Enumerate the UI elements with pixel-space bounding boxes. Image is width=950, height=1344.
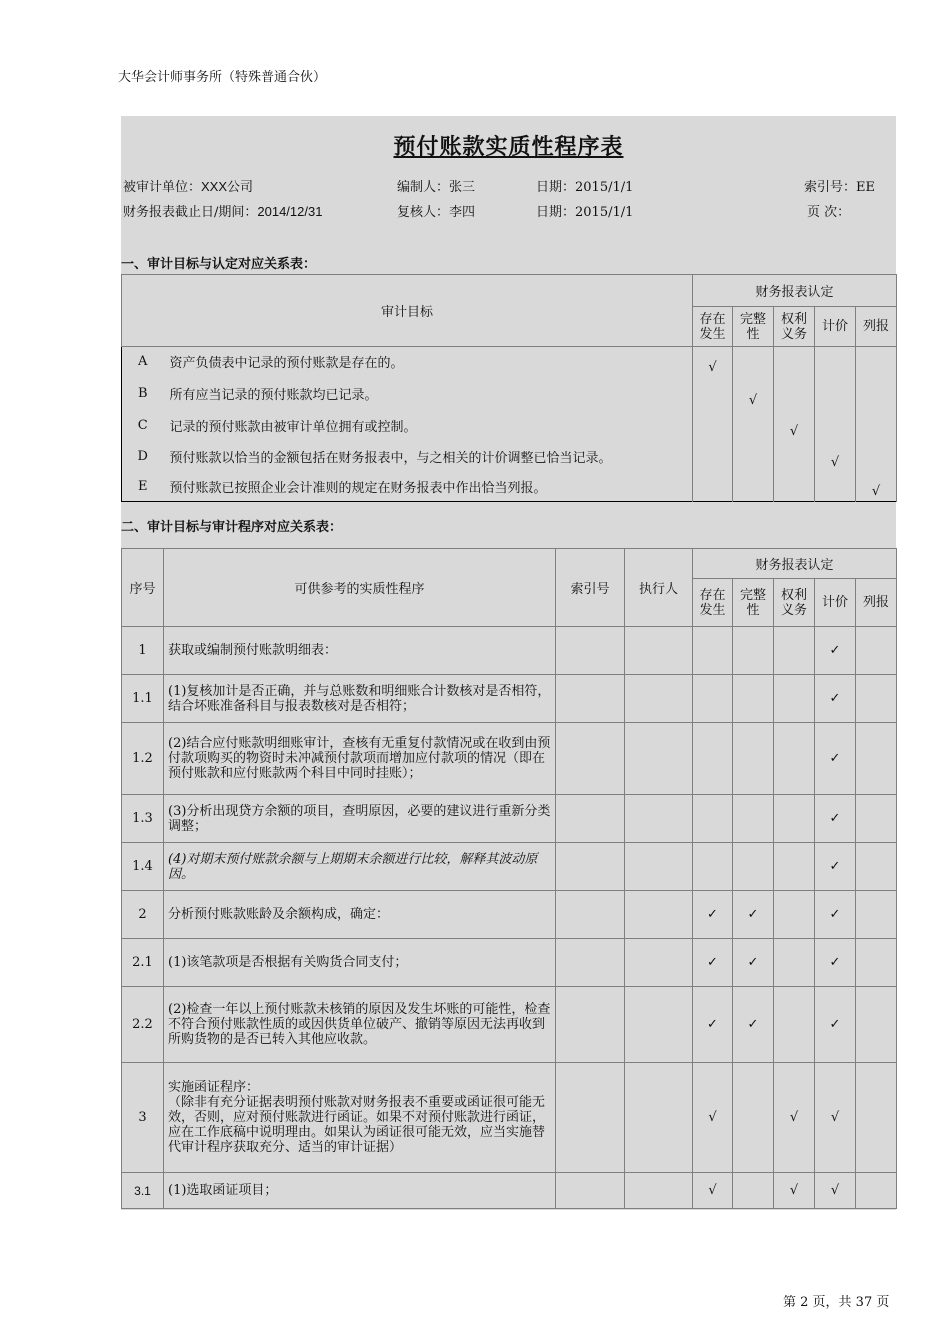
assertion-label: 权利 义务 (780, 587, 807, 618)
check-mark (693, 410, 733, 441)
check-mark: ✓ (733, 891, 774, 939)
date-prepared: 日期：2015/1/1 (536, 180, 634, 195)
check-mark (693, 377, 733, 410)
check-mark: ✓ (815, 843, 856, 891)
entity-field (123, 176, 253, 195)
objective-letter: A (138, 354, 148, 370)
check-mark (856, 410, 897, 441)
assertion-header-1 (733, 307, 774, 347)
check-mark (815, 472, 856, 502)
procedures-table (121, 548, 897, 1209)
procedure-text: 获取或编制预付账款明细表： (164, 627, 556, 675)
check-mark (774, 472, 815, 502)
check-mark: √ (774, 1173, 815, 1209)
procedure-text: (4)对期末预付账款余额与上期期末余额进行比较，解释其波动原因。 (164, 843, 556, 891)
check-mark: ✓ (693, 939, 733, 987)
check-mark (774, 377, 815, 410)
procedure-index-cell[interactable] (556, 723, 625, 795)
index-number: 索引号：EE (804, 180, 875, 195)
col-executor: 执行人 (625, 549, 693, 627)
procedure-number: 1.4 (122, 843, 164, 891)
objective-letter: B (137, 385, 148, 401)
firm-name: 大华会计师事务所（特殊普通合伙） (118, 70, 327, 85)
check-mark (733, 627, 774, 675)
check-mark (733, 795, 774, 843)
check-mark: ✓ (693, 891, 733, 939)
check-mark (856, 939, 897, 987)
assertion-label: 列报 (863, 319, 890, 334)
check-mark (774, 347, 815, 377)
procedure-number: 2.2 (122, 987, 164, 1063)
assertion-header-2 (774, 307, 815, 347)
procedure-executor-cell[interactable] (625, 723, 693, 795)
procedure-executor-cell[interactable] (625, 1173, 693, 1209)
check-mark (733, 410, 774, 441)
check-mark (856, 843, 897, 891)
procedure-executor-cell[interactable] (625, 987, 693, 1063)
entity-value: XXX公司 (201, 179, 254, 194)
procedure-text: (2)结合应付账款明细账审计，查核有无重复付款情况或在收到由预付款项购买的物资时未冲减预付款项而增加应付款项的情况（即在预付账款和应付账款两个科目中同时挂账）； (164, 723, 556, 795)
col-seq-no: 序号 (122, 549, 164, 627)
objective-row (122, 472, 897, 502)
objective-text: 预付账款以恰当的金额包括在财务报表中，与之相关的计价调整已恰当记录。 (169, 450, 612, 466)
check-mark: ✓ (815, 627, 856, 675)
check-mark (733, 441, 774, 472)
procedure-index-cell[interactable] (556, 675, 625, 723)
procedure-index-cell[interactable] (556, 939, 625, 987)
procedure-index-cell[interactable] (556, 1173, 625, 1209)
procedure-number: 3.1 (122, 1173, 164, 1209)
objective-text: 资产负债表中记录的预付账款是存在的。 (169, 356, 404, 372)
procedure-number: 2 (122, 891, 164, 939)
check-mark (774, 987, 815, 1063)
check-mark: √ (733, 377, 774, 410)
procedure-index-cell[interactable] (556, 1063, 625, 1173)
assertion-header-0 (693, 579, 733, 627)
check-mark: √ (774, 1063, 815, 1173)
assertion-header-4 (856, 579, 897, 627)
worksheet (121, 116, 896, 1210)
procedure-row (122, 1063, 897, 1173)
procedure-number: 1.1 (122, 675, 164, 723)
procedure-executor-cell[interactable] (625, 891, 693, 939)
procedure-text: 分析预付账款账龄及余额构成，确定： (164, 891, 556, 939)
procedure-text: (1)复核加计是否正确，并与总账数和明细账合计数核对是否相符，结合坏账准备科目与报表数核对是否相符； (164, 675, 556, 723)
check-mark (815, 347, 856, 377)
check-mark (774, 441, 815, 472)
objective-text: 记录的预付账款由被审计单位拥有或控制。 (169, 419, 417, 435)
check-mark (693, 441, 733, 472)
objective-text: 预付账款已按照企业会计准则的规定在财务报表中作出恰当列报。 (169, 480, 547, 496)
check-mark (693, 843, 733, 891)
col-index-no: 索引号 (556, 549, 625, 627)
procedure-executor-cell[interactable] (625, 795, 693, 843)
procedure-row (122, 843, 897, 891)
procedure-text: (2)检查一年以上预付账款未核销的原因及发生坏账的可能性，检查不符合预付账款性质的或因供货单位破产、撤销等原因无法再收到所购货物的是否已转入其他应收款。 (164, 987, 556, 1063)
period-label: 财务报表截止日/期间： (123, 205, 258, 220)
objective-row (122, 347, 897, 377)
assertion-header-0 (693, 307, 733, 347)
check-mark (815, 410, 856, 441)
assertion-label: 完整 性 (740, 311, 767, 342)
procedure-index-cell[interactable] (556, 843, 625, 891)
check-mark: √ (815, 1173, 856, 1209)
check-mark (856, 987, 897, 1063)
check-mark: ✓ (815, 723, 856, 795)
procedure-index-cell[interactable] (556, 891, 625, 939)
procedure-text: (1)选取函证项目； (164, 1173, 556, 1209)
objective-text: 所有应当记录的预付账款均已记录。 (169, 387, 378, 403)
objective-row (122, 377, 897, 410)
check-mark (733, 1173, 774, 1209)
check-mark: √ (693, 1063, 733, 1173)
objective-letter: D (137, 448, 148, 464)
procedure-text: (1)该笔款项是否根据有关购货合同支付； (164, 939, 556, 987)
page-title: 预付账款实质性程序表 (393, 134, 624, 160)
check-mark: ✓ (693, 987, 733, 1063)
check-mark (856, 723, 897, 795)
assertion-label: 存在 发生 (699, 311, 726, 342)
check-mark: ✓ (815, 795, 856, 843)
assertion-header-3 (815, 579, 856, 627)
check-mark: ✓ (815, 987, 856, 1063)
period-field (123, 201, 322, 220)
check-mark (856, 627, 897, 675)
check-mark (774, 795, 815, 843)
check-mark (693, 675, 733, 723)
preparer: 编制人：张三 (397, 180, 476, 195)
section1-heading: 一、审计目标与认定对应关系表： (121, 257, 317, 272)
check-mark: ✓ (733, 939, 774, 987)
check-mark (815, 377, 856, 410)
procedure-number: 1 (122, 627, 164, 675)
assertion-label: 存在 发生 (699, 587, 726, 618)
section2-heading: 二、审计目标与审计程序对应关系表： (121, 520, 343, 535)
procedure-index-cell[interactable] (556, 795, 625, 843)
objective-letter: E (138, 478, 148, 494)
check-mark (774, 939, 815, 987)
assertion-header-1 (733, 579, 774, 627)
check-mark (733, 675, 774, 723)
procedure-index-cell[interactable] (556, 987, 625, 1063)
check-mark (774, 891, 815, 939)
check-mark (774, 627, 815, 675)
reviewer: 复核人：李四 (397, 205, 476, 220)
col-audit-target: 审计目标 (122, 275, 693, 347)
objective-row (122, 410, 897, 441)
procedure-executor-cell[interactable] (625, 939, 693, 987)
check-mark: √ (693, 347, 733, 377)
procedure-row (122, 891, 897, 939)
check-mark: ✓ (733, 987, 774, 1063)
check-mark (693, 723, 733, 795)
procedure-row (122, 795, 897, 843)
procedure-row (122, 723, 897, 795)
assertion-label: 计价 (821, 595, 848, 610)
check-mark: √ (815, 1063, 856, 1173)
procedure-number: 1.2 (122, 723, 164, 795)
check-mark (733, 347, 774, 377)
assertion-label: 权利 义务 (781, 311, 808, 342)
assertion-label: 完整 性 (739, 587, 766, 618)
check-mark (856, 1063, 897, 1173)
check-mark (774, 675, 815, 723)
procedure-text: (3)分析出现贷方余额的项目，查明原因，必要的建议进行重新分类调整； (164, 795, 556, 843)
check-mark (693, 795, 733, 843)
procedure-executor-cell[interactable] (625, 627, 693, 675)
procedure-number: 3 (122, 1063, 164, 1173)
procedure-index-cell[interactable] (556, 627, 625, 675)
page-footer: 第 2 页，共 37 页 (783, 1295, 890, 1310)
check-mark: ✓ (815, 891, 856, 939)
check-mark (856, 441, 897, 472)
procedure-text: 实施函证程序： （除非有充分证据表明预付账款对财务报表不重要或函证很可能无效，否则，应对预付账款进行函证。如果不对预付账款进行函证，应在工作底稿中说明理由。如果认为函证很可能无效，应当实施替代审计程序获取充分、适当的审计证据） (164, 1063, 556, 1173)
procedure-row (122, 939, 897, 987)
check-mark (774, 843, 815, 891)
date-reviewed: 日期：2015/1/1 (536, 205, 634, 220)
procedure-number: 2.1 (122, 939, 164, 987)
check-mark (733, 843, 774, 891)
check-mark (856, 347, 897, 377)
check-mark (774, 723, 815, 795)
col-procedure: 可供参考的实质性程序 (164, 549, 556, 627)
check-mark (856, 795, 897, 843)
check-mark: √ (774, 410, 815, 441)
procedure-number: 1.3 (122, 795, 164, 843)
assertion-header-4 (856, 307, 897, 347)
check-mark (733, 1063, 774, 1173)
check-mark (693, 627, 733, 675)
assertion-label: 计价 (822, 319, 849, 334)
check-mark (733, 472, 774, 502)
check-mark (856, 675, 897, 723)
check-mark (856, 891, 897, 939)
procedure-row (122, 1173, 897, 1209)
assertion-header-3 (815, 307, 856, 347)
procedure-executor-cell[interactable] (625, 675, 693, 723)
col-assertion-header: 财务报表认定 (693, 549, 897, 579)
procedure-row (122, 627, 897, 675)
procedure-executor-cell[interactable] (625, 843, 693, 891)
objectives-table (121, 274, 897, 502)
objective-row (122, 441, 897, 472)
assertion-header-2 (774, 579, 815, 627)
procedure-row (122, 675, 897, 723)
period-value: 2014/12/31 (257, 204, 323, 219)
check-mark (856, 1173, 897, 1209)
objective-letter: C (137, 417, 148, 433)
page-number-label: 页 次： (807, 205, 851, 220)
check-mark: √ (856, 472, 897, 502)
check-mark (733, 723, 774, 795)
procedure-executor-cell[interactable] (625, 1063, 693, 1173)
check-mark: ✓ (815, 675, 856, 723)
check-mark (856, 377, 897, 410)
check-mark: ✓ (815, 939, 856, 987)
col-assertion-header: 财务报表认定 (693, 275, 897, 307)
entity-label: 被审计单位： (123, 180, 202, 195)
check-mark: √ (693, 1173, 733, 1209)
procedure-row (122, 987, 897, 1063)
assertion-label: 列报 (863, 595, 890, 610)
check-mark: √ (815, 441, 856, 472)
check-mark (693, 472, 733, 502)
